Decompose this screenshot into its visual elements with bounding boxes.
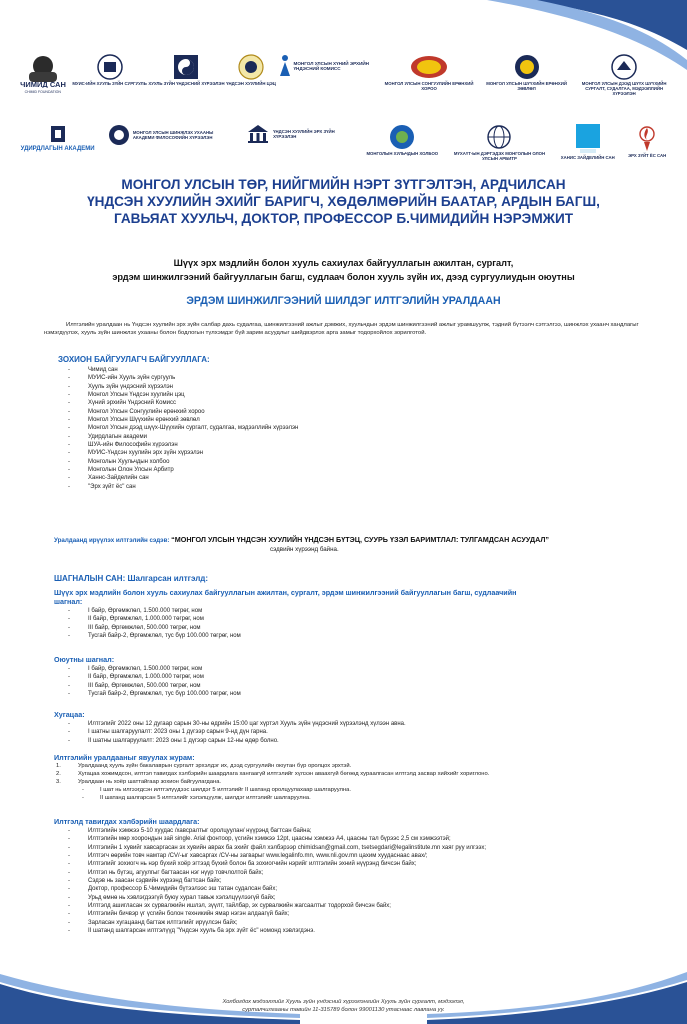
chimid-san-logo (15, 54, 71, 94)
chimid-san-wordmark: ЧИМИД САН (19, 80, 66, 88)
constitutional-court-logo (226, 54, 276, 87)
training-seal-icon (609, 54, 639, 80)
procedure-number: 2. (56, 770, 61, 777)
requirements-list (68, 827, 486, 935)
organizer-item: - Удирдлагын академи (68, 433, 298, 441)
constitutional-law-institute-logo (246, 124, 353, 144)
student-prize-title: Оюутны шагнал: (54, 655, 115, 664)
requirement-item: - Илтгэлийн хэмжээ 5-10 хуудас /хавсралтыг оролцуулан/ нүүрэнд багтсан байна; (68, 827, 486, 835)
organizers-title: ЗОХИОН БАЙГУУЛАГЧ БАЙГУУЛЛАГА: (58, 355, 210, 364)
procedure-item (56, 763, 489, 771)
staff-prize-item: - Тусгай байр-2, Өргөмжлөл, тус бүр 100.000 төгрөг, ном (68, 632, 241, 640)
procedure-title: Илтгэлийн уралдааныг явуулах журам: (54, 753, 195, 762)
chimid-portrait-icon (15, 54, 71, 88)
muis-law-logo (72, 54, 146, 87)
procedure-text: I шат нь илгээгдсэн илтгэлүүдээс шилдэг 5 илтгэлийг II шатанд оролцуулахаар шалгаруулна. (100, 786, 351, 793)
subhead-line: Шүүх эрх мэдлийн болон хууль сахиулах байгууллагын ажилтан, сургалт, (173, 258, 514, 268)
supreme-court-council-logo (479, 54, 575, 92)
law-institute-logo (148, 54, 224, 87)
organizer-item: - Хууль зүйн үндэсний хүрээлэн (68, 383, 298, 391)
procedure-text: II шатанд шалгарсан 5 илтгэлийг хэлэлцүүлж, шилдэг илтгэлийг шалгаруулна. (100, 794, 311, 801)
election-commission-logo (381, 54, 477, 92)
organizer-item: - Ханнс-Зайделийн сан (68, 474, 298, 482)
building-icon (246, 124, 270, 144)
academy-emblem-icon (48, 124, 68, 144)
student-prize-item: - II байр, Өргөмжлөл, 1.000.000 төгрөг, ном (68, 673, 241, 681)
chimid-san-sub: CHIMID FOUNDATION (24, 90, 61, 94)
staff-prize-item: - III байр, Өргөмжлөл, 500.000 төгрөг, ном (68, 624, 241, 632)
headline (40, 176, 647, 227)
requirement-item: - II шатанд шалгарсан илтгэлүүд "Үндсэн хууль ба эрх зүйт ёс" номонд хэвлэгдэнэ. (68, 927, 486, 935)
logo-label: МҮХАҮТ-ЫН ДЭРГЭДЭХ МОНГОЛЫН ОЛОН УЛСЫН АРБИТР (453, 151, 546, 161)
organizer-item: - Монгол Улсын Үндсэн хуулийн цэц (68, 391, 298, 399)
logo-label: МОНГОЛЫН ХУЛЬЧДЫН ХОЛБОО (366, 151, 439, 156)
deadline-list (68, 720, 406, 745)
organizer-item: - Монголын Олон Улсын Арбитр (68, 466, 298, 474)
organizer-item: - МУИС-Үндсэн хуулийн эрх зүйн хүрээлэн (68, 449, 298, 457)
footer-line: сурталчилгааны төвийн 11-315789 болон 99001130 утаснаас лавлана уу. (242, 1007, 445, 1013)
logo-label: МОНГОЛ УЛСЫН ДЭЭД ШҮҮХ ШҮҮХИЙН СУРГАЛТ, СУДАЛГАА, МЭДЭЭЛЛИЙН ХҮРЭЭЛЭН (581, 81, 667, 96)
logo-label: МУИС-ИЙН ХУУЛЬ ЗҮЙН СУРГУУЛЬ (72, 81, 147, 86)
requirement-item: - Урьд өмнө нь хэвлэгдээгүй буюу хурал тавьж хэлэлцүүлээгүй байх; (68, 894, 486, 902)
intro-paragraph: Илтгэлийн уралдаан нь Үндсэн хуулийн эрх зүйн салбар дахь судалгаа, шинжилгээний ажлыг дэмжих, хуульчдын эрдэм шинжилгээний ажлыг урамшуулж, тэдний бүтээлч сэтгэлгээ, шинжлэх ухаанч хандлагыг нэмэгдүүлэх, хууль зүйн шинжлэх ухааны болон бодлогын түлхэмдэг бүй зарим асуудлыг шийдвэрлэх арга замыг тодорхойлох зорилготой. (44, 322, 639, 337)
organizer-item: - ШУА-ийн Философийн хүрээлэн (68, 441, 298, 449)
headline-line: ҮНДСЭН ХУУЛИЙН ЭХИЙГ БАРИГЧ, ХӨДӨЛМӨРИЙН БААТАР, АРДЫН БАГШ, (87, 194, 600, 209)
logo-label: МОНГОЛ УЛСЫН ХҮНИЙ ЭРХИЙН ҮНДЭСНИЙ КОМИСС (293, 60, 369, 71)
procedure-item (56, 771, 489, 779)
requirement-item: - Илтгэлийн 1 хувийг хавсаргасан эх хувийн аврах ба эхийг файл хэлбэрээр chimidsan@gmail.com, tsetsegdari@legalinstitute.mn хаяг руу илгээх; (68, 844, 486, 852)
logo-label: МОНГОЛ УЛСЫН СОНГУУЛИЙН ЕРӨНХИЙ ХОРОО (384, 81, 474, 91)
philosophy-institute-logo (108, 124, 233, 146)
competition-title: ЭРДЭМ ШИНЖИЛГЭЭНИЙ ШИЛДЭГ ИЛТГЭЛИЙН УРАЛДААН (186, 295, 501, 307)
organizer-item: - Монгол Улсын дээд шүүх-Шүүхийн сургалт, судалгаа, мэдээллийн хүрээлэн (68, 424, 298, 432)
election-emblem-icon (409, 54, 449, 80)
logo-label: МОНГОЛ УЛСЫН ШИНЖЛЭХ УХААНЫ АКАДЕМИ ФИЛОСОФИЙН ХҮРЭЭЛЭН (132, 130, 214, 140)
muis-seal-icon (95, 54, 125, 80)
procedure-item (56, 779, 489, 787)
procedure-text: Уралдаанд хууль зүйн бакалаврын сургалт эрхэлдэг их, дээд сургуулийн оюутан бүр оролцох эрхтэй. (78, 763, 352, 769)
judicial-training-logo (576, 54, 672, 97)
requirement-item: - Илтгэл нь бүтэц, агуулгыг багтаасан нэг нүүр товчлолтой байх; (68, 869, 486, 877)
student-prize-item: - I байр, Өргөмжлөл, 1.500.000 төгрөг, ном (68, 665, 241, 673)
procedure-number: 3. (56, 778, 61, 785)
contact-footer (120, 998, 567, 1014)
arbitration-logo (451, 124, 547, 162)
bottom-left-ribbon-decoration (0, 964, 300, 1024)
law-foundation-logo (628, 124, 666, 159)
headline-line: МОНГОЛ УЛСЫН ТӨР, НИЙГМИЙН НЭРТ ЗҮТГЭЛТЭН, АРДЧИЛСАН (121, 177, 566, 192)
globe-icon (486, 124, 512, 150)
student-prize-item: - Тусгай байр-2, Өргөмжлөл, тус бүр 100.000 төгрөг, ном (68, 690, 241, 698)
requirement-item: - Илтгэлийг зохиогч нь нэр бүхий хоёр эгтээд бүхий болон ба зохиогчийн нэрийг илтгэлийн эхний нүүрэнд бичсэн байх; (68, 860, 486, 868)
headline-line: ГАВЬЯАТ ХУУЛЬЧ, ДОКТОР, ПРОФЕССОР Б.ЧИМИДИЙН НЭРЭМЖИТ (113, 211, 574, 226)
topic-label: Уралдаанд ирүүлэх илтгэлийн сэдэв: (54, 537, 170, 544)
requirement-item: - Доктор, профессор Б.Чимидийн бүтээлээс эш татан судалсан байх; (68, 885, 486, 893)
organizer-item: - МУИС-ийн Хууль зүйн сургууль (68, 374, 298, 382)
organizers-list (68, 366, 298, 491)
organizer-item: - Монголын Хуульчдын холбоо (68, 458, 298, 466)
requirement-item: - Илтгэгч өөрийн товч намтар /CV/-ыг хавсаргах /CV-ны загварыг www.legalinfo.mn, www.nli.gov.mn цахим хуудаснаас авах/; (68, 852, 486, 860)
logo-label: ХУУЛЬ ЗҮЙН ҮНДЭСНИЙ ХҮРЭЭЛЭН (148, 81, 225, 86)
logo-label: УДИРДЛАГЫН АКАДЕМИ (20, 146, 95, 152)
requirement-item: - Илтгэлийн мөр хоорондын зай single. Arial фонтоор, үсгийн хэмжээ 12pt, цаасны хэмжээ А4, цаасны тал бүрээс 2,5 см хэмжээтэй; (68, 835, 486, 843)
topic-tail: сэдвийн хүрээнд байна. (270, 546, 339, 553)
hanns-seidel-square-icon (575, 124, 601, 154)
topic-block (54, 535, 654, 554)
organizer-item: - Хүний эрхийн Үндэсний Комисс (68, 399, 298, 407)
philosophy-seal-icon (108, 124, 130, 146)
bar-association-logo (366, 124, 438, 157)
subhead-line: эрдэм шинжилгээний байгууллагын багш, судлаач болон хууль зүйн их, дээд сургуулиудын оюутны (112, 272, 575, 282)
staff-prize-title: Шүүх эрх мэдлийн болон хууль сахиулах байгууллагын ажилтан, сургалт, эрдэм шинжилгээний байгууллагын багш, судлаачийн шагнал: (54, 588, 517, 606)
procedure-text: Уралдаан нь хоёр шаттайгаар зохион байгуулагдана. (78, 778, 222, 785)
yin-yang-icon (172, 54, 200, 80)
management-academy-logo (21, 124, 95, 153)
requirement-item: - Сэдэв нь заасан сэдвийн хүрээнд багтсан байх; (68, 877, 486, 885)
subhead (40, 256, 647, 284)
deadline-item: - II шатны шалгаруулалт: 2023 оны 1 дүгээр сарын 12-ны өдөр болно. (68, 737, 406, 745)
procedure-item (56, 795, 489, 803)
deadline-title: Хугацаа: (54, 710, 85, 719)
bottom-right-ribbon-decoration (427, 964, 687, 1024)
bar-emblem-icon (388, 124, 416, 150)
staff-prize-item: - I байр, Өргөмжлөл, 1.500.000 төгрөг, ном (68, 607, 241, 615)
logo-label: ЭРХ ЗҮЙТ ЁС САН (628, 153, 667, 158)
prize-title: ШАГНАЛЫН САН: Шалгарсан илтгэлд: (54, 574, 209, 583)
logo-label: ХАНИС ЗАЙДЕЛИЙН САН (560, 155, 615, 160)
organizer-item: - Монгол Улсын Сонгуулийн ерөнхий хороо (68, 408, 298, 416)
procedure-text: Хугацаа хожимдсон, илтгэл тавигдах хэлбэрийн шаардлага хангаагүй илтгэлийг хүлээн аваахгүй бөгөөд хураалгасан илтгэлд засвар хийхийг хориглоно. (78, 770, 490, 777)
organizer-item: - "Эрх зүйт ёс" сан (68, 483, 298, 491)
logos-row-top (0, 54, 687, 97)
logo-label: ҮНДСЭН ХУУЛИЙН ЭРХ ЗҮЙН ХҮРЭЭЛЭН (273, 129, 335, 139)
human-rights-commission-logo (278, 54, 380, 76)
requirement-item: - Илтгэлийн бичвэр үг үсгийн болон техникийн ямар нэгэн алдаагүй байх; (68, 910, 486, 918)
logo-label: ҮНДСЭН ХУУЛИЙН ЦЭЦ (226, 81, 276, 86)
organizer-item: - Монгол Улсын Шүүхийн ерөнхий зөвлөл (68, 416, 298, 424)
logo-label: МОНГОЛ УЛСЫН ШҮҮХИЙН ЕРӨНХИЙ ЗӨВЛӨЛ (486, 81, 567, 91)
council-seal-icon (512, 54, 542, 80)
logos-row-bottom (0, 124, 687, 162)
procedure-list (56, 763, 489, 803)
flame-icon (638, 124, 656, 152)
staff-prize-list (68, 607, 241, 640)
requirement-item: - Зарласан хугацаанд багтаж илтгэлийг ирүүлсэн байх; (68, 919, 486, 927)
student-prize-list (68, 665, 241, 698)
staff-prize-item: - II байр, Өргөмжлөл, 1.000.000 төгрөг, ном (68, 615, 241, 623)
topic-text: “МОНГОЛ УЛСЫН ҮНДСЭН ХУУЛИЙН ҮНДСЭН БҮТЭЦ, СУУРЬ ҮЗЭЛ БАРИМТЛАЛ: ТУЛГАМДСАН АСУУДАЛ” (171, 535, 549, 544)
human-figure-icon (278, 54, 292, 76)
procedure-number: 1. (56, 763, 61, 769)
footer-line: Холбогдох мэдээллийг Хууль зүйн үндэсний хүрээлэнгийн Хууль зүйн сургалт, мэдээлэл, (222, 999, 465, 1005)
requirement-item: - Илтгэлд ашигласан эх сурвалжийн ишлэл, зүүлт, тайлбар, эх сурвалжийн жагсаалтыг тодорхой бичсэн байх; (68, 902, 486, 910)
organizer-item: - Чимид сан (68, 366, 298, 374)
deadline-item: - I шатны шалгаруулалт: 2023 оны 1 дүгээр сарын 9-нд дүн гарна. (68, 728, 406, 736)
deadline-item: - Илтгэлийг 2022 оны 12 дугаар сарын 30-ны өдрийн 15:00 цаг хүртэл Хууль зүйн үндэсний хүрээлэнд хүлээн авна. (68, 720, 406, 728)
student-prize-item: - III байр, Өргөмжлөл, 500.000 төгрөг, ном (68, 682, 241, 690)
hanns-seidel-logo (561, 124, 615, 161)
procedure-item (56, 787, 489, 795)
court-emblem-icon (236, 54, 266, 80)
requirements-title: Илтгэлд тавигдах хэлбэрийн шаардлага: (54, 817, 200, 826)
